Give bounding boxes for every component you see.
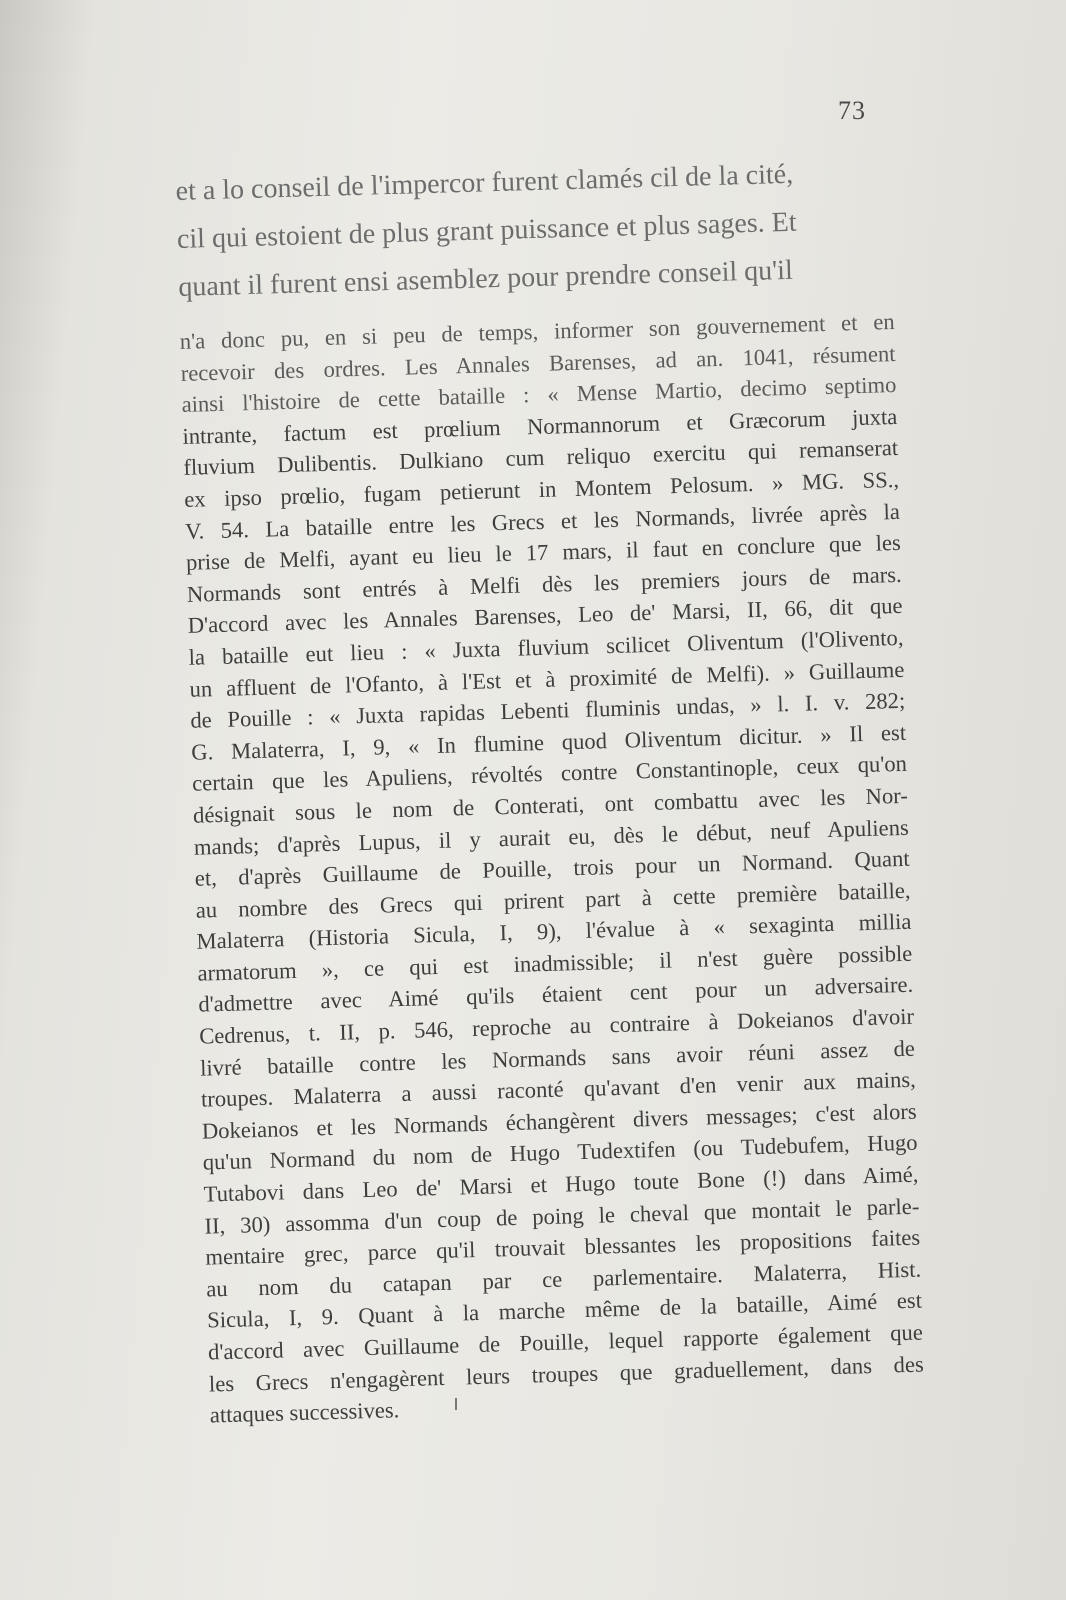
page-number: 73 bbox=[838, 96, 866, 125]
note-line: prise de Melfi, ayant eu lieu le 17 mars, il faut en conclure que les bbox=[185, 530, 902, 575]
note-line: d'admettre avec Aimé qu'ils étaient cent pour un adversaire. bbox=[198, 972, 914, 1018]
note-line: qu'un Normand du nom de Hugo Tudextifen (ou Tudebufem, Hugo bbox=[202, 1130, 918, 1176]
note-line: les Grecs n'engagèrent leurs troupes que graduellement, dans des bbox=[208, 1351, 925, 1397]
note-line: fluvium Dulibentis. Dulkiano cum reliquo exercitu qui remanserat bbox=[183, 435, 899, 481]
note-line: attaques successives. bbox=[209, 1397, 400, 1428]
verse-line: quant il furent ensi asemblez pour prendre conseil qu'il bbox=[177, 254, 794, 303]
note-line: au nom du catapan par ce parlementaire. Malaterra, Hist. bbox=[205, 1256, 922, 1302]
note-line: V. 54. La bataille entre les Grecs et les Normands, livrée après la bbox=[184, 498, 901, 544]
verse-line: cil qui estoient de plus grant puissance et plus sages. Et bbox=[176, 206, 797, 255]
note-line: d'accord avec Guillaume de Pouille, lequel rapporte également que bbox=[207, 1319, 924, 1365]
note-line: intrante, factum est prœlium Normannorum et Græcorum juxta bbox=[182, 403, 898, 449]
note-line: et, d'après Guillaume de Pouille, trois pour un Normand. Quant bbox=[194, 845, 910, 891]
note-line: Tutabovi dans Leo de' Marsi et Hugo toute Bone (!) dans Aimé, bbox=[203, 1161, 919, 1207]
note-line: ainsi l'histoire de cette bataille : « Mense Martio, decimo septimo bbox=[181, 372, 897, 418]
note-line: ex ipso prœlio, fugam petierunt in Montem Pelosum. » MG. SS., bbox=[183, 466, 900, 512]
note-line: recevoir des ordres. Les Annales Barenses, ad an. 1041, résument bbox=[180, 340, 896, 386]
print-mark bbox=[455, 1398, 457, 1410]
note-line: D'accord avec les Annales Barenses, Leo de' Marsi, II, 66, dit que bbox=[187, 593, 903, 639]
note-line: au nombre des Grecs qui prirent part à cette première bataille, bbox=[195, 877, 911, 923]
note-line: désignait sous le nom de Conterati, ont combattu avec les Nor- bbox=[192, 782, 909, 828]
note-line: mentaire grec, parce qu'il trouvait blessantes les propositions faites bbox=[205, 1224, 921, 1270]
verse-line: et a lo conseil de l'impercor furent clamés cil de la cité, bbox=[175, 158, 794, 207]
note-line: la bataille eut lieu : « Juxta fluvium scilicet Oliventum (l'Olivento, bbox=[188, 624, 904, 670]
note-line: Sicula, I, 9. Quant à la marche même de la bataille, Aimé est bbox=[206, 1287, 923, 1333]
note-line: n'a donc pu, en si peu de temps, informer son gouvernement et en bbox=[179, 308, 895, 354]
note-line: Cedrenus, t. II, p. 546, reproche au contraire à Dokeianos d'avoir bbox=[198, 1003, 915, 1049]
text-block bbox=[175, 148, 925, 1431]
footnote-text bbox=[179, 306, 925, 1431]
note-line: un affluent de l'Ofanto, à l'Est et à proximité de Melfi). » Guillaume bbox=[189, 656, 905, 702]
note-line: Malaterra (Historia Sicula, I, 9), l'évalue à « sexaginta millia bbox=[196, 909, 912, 954]
note-line: Normands sont entrés à Melfi dès les premiers jours de mars. bbox=[186, 561, 902, 607]
note-line: mands; d'après Lupus, il y aurait eu, dès le début, neuf Apuliens bbox=[193, 814, 910, 860]
note-line: G. Malaterra, I, 9, « In flumine quod Oliventum dicitur. » Il est bbox=[190, 719, 907, 765]
note-line: certain que les Apuliens, révoltés contre Constantinople, ceux qu'on bbox=[191, 751, 908, 797]
note-line: troupes. Malaterra a aussi raconté qu'avant d'en venir aux mains, bbox=[200, 1066, 917, 1112]
note-line: II, 30) assomma d'un coup de poing le cheval que montait le parle- bbox=[204, 1193, 920, 1239]
note-line: de Pouille : « Juxta rapidas Lebenti fluminis undas, » l. I. v. 282; bbox=[190, 687, 906, 733]
note-line: livré bataille contre les Normands sans avoir réuni assez de bbox=[199, 1035, 916, 1081]
old-french-verse bbox=[175, 148, 894, 312]
note-line: Dokeianos et les Normands échangèrent divers messages; c'est alors bbox=[201, 1098, 917, 1144]
note-line: armatorum », ce qui est inadmissible; il n'est guère possible bbox=[197, 940, 913, 986]
